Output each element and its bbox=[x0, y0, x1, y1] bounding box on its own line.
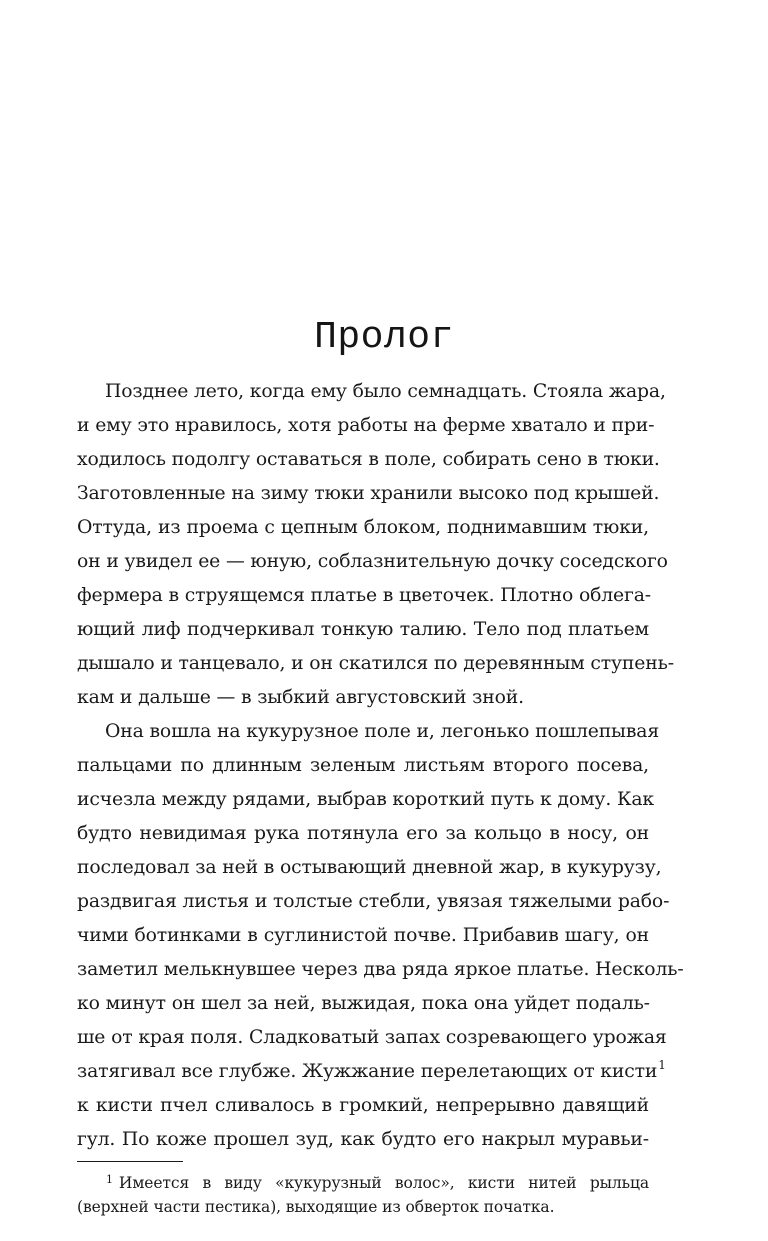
body-line: чими ботинками в суглинистой почве. Прибавив шагу, он bbox=[77, 925, 649, 946]
body-line-with-footnote-ref bbox=[77, 1055, 666, 1089]
body-line: дышало и танцевало, и он скатился по деревянным ступень- bbox=[77, 653, 674, 674]
chapter-title: Пролог bbox=[314, 316, 454, 359]
footnote-line bbox=[106, 1171, 649, 1195]
body-line: ющий лиф подчеркивал тонкую талию. Тело под платьем bbox=[77, 619, 649, 640]
footnote-divider bbox=[77, 1161, 183, 1162]
footnote-line: (верхней части пестика), выходящие из обверток початка. bbox=[77, 1198, 555, 1216]
body-line: пальцами по длинным зеленым листьям второго посева, bbox=[77, 755, 649, 776]
body-line: будто невидимая рука потянула его за кольцо в носу, он bbox=[77, 823, 649, 844]
body-line: фермера в струящемся платье в цветочек. Плотно облега- bbox=[77, 585, 651, 606]
footnote-reference[interactable]: 1 bbox=[658, 1058, 666, 1072]
body-line: к кисти пчел сливалось в громкий, непрерывно давящий bbox=[77, 1095, 649, 1116]
body-line: ше от края поля. Сладковатый запах созревающего урожая bbox=[77, 1027, 667, 1048]
body-line: последовал за ней в остывающий дневной жар, в кукурузу, bbox=[77, 857, 662, 878]
body-line: Заготовленные на зиму тюки хранили высоко под крышей. bbox=[77, 483, 660, 504]
body-line-text: затягивал все глубже. Жужжание перелетающих от кисти bbox=[77, 1061, 658, 1082]
body-line: он и увидел ее — юную, соблазнительную дочку соседского bbox=[77, 551, 668, 572]
body-line: заметил мелькнувшее через два ряда яркое платье. Несколь- bbox=[77, 959, 684, 980]
body-line: Оттуда, из проема с цепным блоком, поднимавшим тюки, bbox=[77, 517, 649, 538]
footnote-text: Имеется в виду «кукурузный волос», кисти нитей рыльца bbox=[118, 1174, 649, 1192]
body-line: Она вошла на кукурузное поле и, легонько пошлепывая bbox=[105, 721, 660, 742]
body-line: кам и дальше — в зыбкий августовский зной. bbox=[77, 687, 524, 708]
body-line: гул. По коже прошел зуд, как будто его накрыл муравьи- bbox=[77, 1129, 649, 1150]
body-line: раздвигая листья и толстые стебли, увязая тяжелыми рабо- bbox=[77, 891, 670, 912]
body-line: ходилось подолгу оставаться в поле, собирать сено в тюки. bbox=[77, 449, 660, 470]
body-line: Позднее лето, когда ему было семнадцать. Стояла жара, bbox=[105, 381, 666, 402]
body-line: исчезла между рядами, выбрав короткий путь к дому. Как bbox=[77, 789, 654, 810]
body-line: и ему это нравилось, хотя работы на ферме хватало и при- bbox=[77, 415, 655, 436]
body-line: ко минут он шел за ней, выжидая, пока она уйдет подаль- bbox=[77, 993, 650, 1014]
footnote-marker: 1 bbox=[106, 1173, 113, 1186]
